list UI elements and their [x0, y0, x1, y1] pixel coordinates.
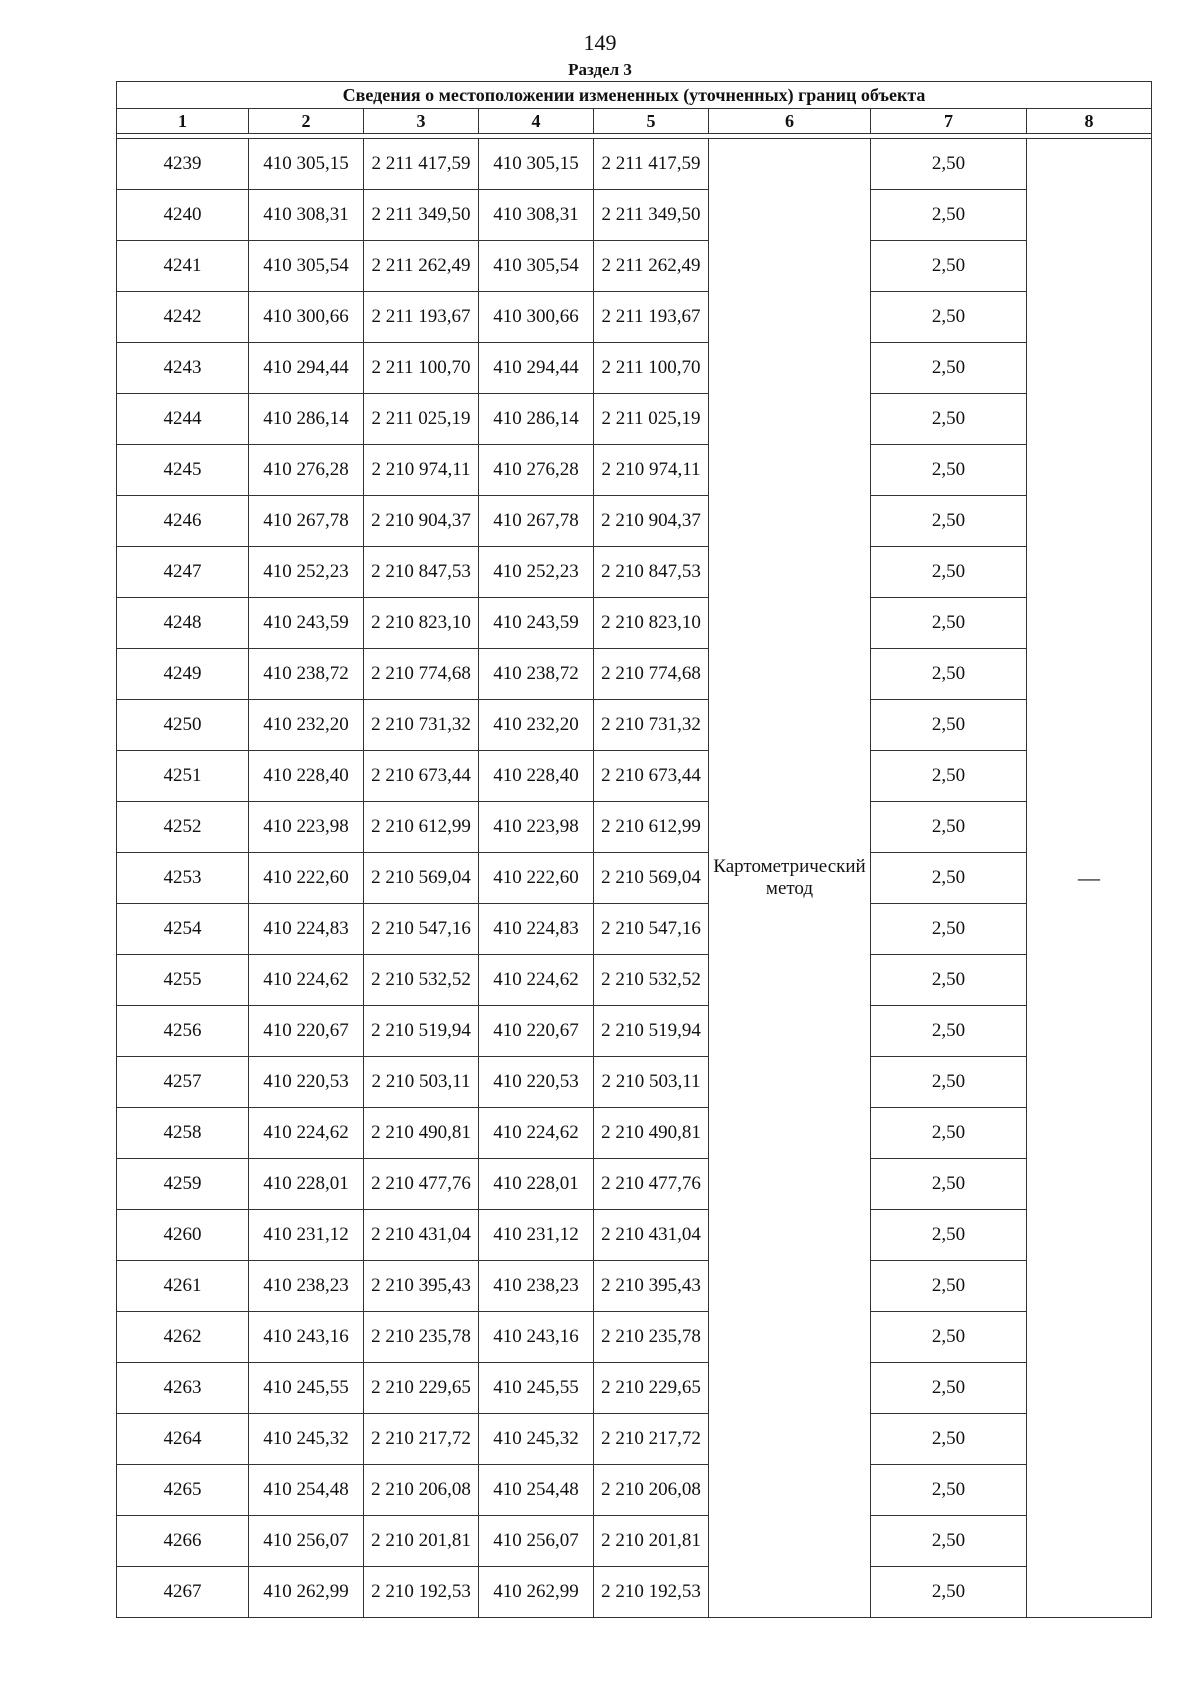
table-cell: 410 286,14	[249, 394, 364, 445]
table-cell: 4252	[117, 802, 249, 853]
table-row	[117, 598, 1152, 649]
table-cell: 4249	[117, 649, 249, 700]
table-cell: 2 210 206,08	[364, 1465, 479, 1516]
table-cell: 4263	[117, 1363, 249, 1414]
table-cell: 2 210 431,04	[364, 1210, 479, 1261]
table-cell: 410 256,07	[479, 1516, 594, 1567]
table-row	[117, 1414, 1152, 1465]
table-cell: 410 245,32	[479, 1414, 594, 1465]
column-number: 4	[479, 109, 594, 134]
table-cell: 2 211 025,19	[364, 394, 479, 445]
table-cell: 4241	[117, 241, 249, 292]
note-cell: —	[1027, 139, 1152, 1618]
table-cell: 410 305,15	[479, 139, 594, 190]
table-cell: 2 211 100,70	[364, 343, 479, 394]
table-cell: 2,50	[871, 1312, 1027, 1363]
table-cell: 2,50	[871, 598, 1027, 649]
table-cell: 4253	[117, 853, 249, 904]
table-cell: 2 210 569,04	[594, 853, 709, 904]
table-cell: 2 211 100,70	[594, 343, 709, 394]
table-cell: 2,50	[871, 649, 1027, 700]
table-cell: 2,50	[871, 394, 1027, 445]
table-cell: 4264	[117, 1414, 249, 1465]
table-cell: 2 210 229,65	[364, 1363, 479, 1414]
table-cell: 4265	[117, 1465, 249, 1516]
table-cell: 4261	[117, 1261, 249, 1312]
table-cell: 2 210 519,94	[364, 1006, 479, 1057]
table-cell: 2 210 477,76	[364, 1159, 479, 1210]
column-number: 1	[117, 109, 249, 134]
table-cell: 410 232,20	[479, 700, 594, 751]
table-cell: 4243	[117, 343, 249, 394]
table-row	[117, 190, 1152, 241]
table-cell: 4262	[117, 1312, 249, 1363]
table-row	[117, 1210, 1152, 1261]
table-row	[117, 1261, 1152, 1312]
table-cell: 410 224,62	[479, 955, 594, 1006]
table-cell: 2 211 262,49	[594, 241, 709, 292]
table-cell: 410 243,16	[249, 1312, 364, 1363]
table-cell: 2 210 731,32	[364, 700, 479, 751]
table-cell: 4248	[117, 598, 249, 649]
table-cell: 2 210 774,68	[364, 649, 479, 700]
table-cell: 2 210 217,72	[594, 1414, 709, 1465]
table-cell: 2 211 349,50	[594, 190, 709, 241]
table-cell: 2,50	[871, 343, 1027, 394]
table-cell: 4247	[117, 547, 249, 598]
table-row	[117, 1057, 1152, 1108]
table-row	[117, 445, 1152, 496]
table-cell: 410 252,23	[479, 547, 594, 598]
table-cell: 410 262,99	[249, 1567, 364, 1618]
table-cell: 2 210 731,32	[594, 700, 709, 751]
table-cell: 2 210 823,10	[364, 598, 479, 649]
table-cell: 410 294,44	[479, 343, 594, 394]
table-cell: 410 276,28	[249, 445, 364, 496]
table-cell: 2,50	[871, 139, 1027, 190]
table-cell: 2,50	[871, 1261, 1027, 1312]
table-cell: 2,50	[871, 700, 1027, 751]
table-cell: 410 286,14	[479, 394, 594, 445]
table-cell: 2,50	[871, 1108, 1027, 1159]
table-cell: 2,50	[871, 1006, 1027, 1057]
table-cell: 2 210 519,94	[594, 1006, 709, 1057]
table-cell: 2 211 193,67	[594, 292, 709, 343]
table-cell: 2 210 192,53	[594, 1567, 709, 1618]
table-cell: 2 210 974,11	[594, 445, 709, 496]
table-row	[117, 1465, 1152, 1516]
table-cell: 2 210 395,43	[364, 1261, 479, 1312]
table-cell: 2,50	[871, 802, 1027, 853]
table-cell: 410 223,98	[479, 802, 594, 853]
table-caption: Сведения о местоположении измененных (уточненных) границ объекта	[117, 82, 1152, 109]
table-row	[117, 649, 1152, 700]
table-cell: 2,50	[871, 190, 1027, 241]
table-cell: 4259	[117, 1159, 249, 1210]
table-cell: 410 238,23	[479, 1261, 594, 1312]
table-cell: 4242	[117, 292, 249, 343]
table-cell: 2 211 349,50	[364, 190, 479, 241]
table-cell: 410 276,28	[479, 445, 594, 496]
method-cell: Картометрический метод	[709, 139, 871, 1618]
table-cell: 2,50	[871, 241, 1027, 292]
table-cell: 2,50	[871, 445, 1027, 496]
table-cell: 2 210 477,76	[594, 1159, 709, 1210]
table-cell: 2 210 774,68	[594, 649, 709, 700]
table-cell: 2 210 823,10	[594, 598, 709, 649]
table-cell: 410 308,31	[479, 190, 594, 241]
column-number: 8	[1027, 109, 1152, 134]
column-number: 7	[871, 109, 1027, 134]
table-cell: 2 211 025,19	[594, 394, 709, 445]
page-number: 149	[583, 30, 617, 55]
table-row	[117, 904, 1152, 955]
table-cell: 2 210 547,16	[594, 904, 709, 955]
table-cell: 4258	[117, 1108, 249, 1159]
table-cell: 410 224,62	[479, 1108, 594, 1159]
table-cell: 2 211 417,59	[594, 139, 709, 190]
table-cell: 2 210 612,99	[364, 802, 479, 853]
table-cell: 2 210 490,81	[364, 1108, 479, 1159]
table-cell: 410 238,72	[249, 649, 364, 700]
table-cell: 410 224,83	[479, 904, 594, 955]
table-cell: 4246	[117, 496, 249, 547]
table-cell: 410 224,62	[249, 955, 364, 1006]
table-row	[117, 1006, 1152, 1057]
table-cell: 410 252,23	[249, 547, 364, 598]
table-cell: 4250	[117, 700, 249, 751]
table-cell: 2 210 532,52	[594, 955, 709, 1006]
table-cell: 410 254,48	[249, 1465, 364, 1516]
table-cell: 410 245,55	[249, 1363, 364, 1414]
table-cell: 2 210 229,65	[594, 1363, 709, 1414]
table-cell: 2 210 974,11	[364, 445, 479, 496]
table-cell: 410 223,98	[249, 802, 364, 853]
table-cell: 2 210 217,72	[364, 1414, 479, 1465]
table-cell: 2,50	[871, 1159, 1027, 1210]
table-cell: 2,50	[871, 751, 1027, 802]
table-cell: 410 222,60	[249, 853, 364, 904]
table-cell: 2 210 395,43	[594, 1261, 709, 1312]
table-row	[117, 1567, 1152, 1618]
table-row	[117, 1159, 1152, 1210]
table-cell: 4266	[117, 1516, 249, 1567]
table-cell: 410 228,01	[479, 1159, 594, 1210]
table-cell: 2,50	[871, 1363, 1027, 1414]
table-row	[117, 1363, 1152, 1414]
table-cell: 410 243,16	[479, 1312, 594, 1363]
column-number: 2	[249, 109, 364, 134]
table-cell: 410 267,78	[479, 496, 594, 547]
table-cell: 4244	[117, 394, 249, 445]
table-row	[117, 241, 1152, 292]
table-cell: 2 210 201,81	[594, 1516, 709, 1567]
table-row	[117, 547, 1152, 598]
table-cell: 410 262,99	[479, 1567, 594, 1618]
table-cell: 2 210 192,53	[364, 1567, 479, 1618]
table-cell: 410 222,60	[479, 853, 594, 904]
table-cell: 2 210 431,04	[594, 1210, 709, 1261]
table-cell: 410 294,44	[249, 343, 364, 394]
table-body	[117, 139, 1152, 1618]
table-cell: 2 210 206,08	[594, 1465, 709, 1516]
table-row	[117, 700, 1152, 751]
table-cell: 410 308,31	[249, 190, 364, 241]
table-cell: 2,50	[871, 1414, 1027, 1465]
table-cell: 410 231,12	[479, 1210, 594, 1261]
table-row	[117, 1108, 1152, 1159]
table-cell: 2 210 503,11	[364, 1057, 479, 1108]
table-cell: 2,50	[871, 1567, 1027, 1618]
table-cell: 4245	[117, 445, 249, 496]
table-row	[117, 343, 1152, 394]
table-cell: 410 220,67	[249, 1006, 364, 1057]
table-cell: 2,50	[871, 547, 1027, 598]
table-cell: 2 210 503,11	[594, 1057, 709, 1108]
table-cell: 2,50	[871, 1465, 1027, 1516]
table-row	[117, 751, 1152, 802]
table-cell: 410 300,66	[479, 292, 594, 343]
table-cell: 2,50	[871, 853, 1027, 904]
table-cell: 2 210 201,81	[364, 1516, 479, 1567]
table-cell: 2 210 490,81	[594, 1108, 709, 1159]
table-cell: 410 224,83	[249, 904, 364, 955]
table-cell: 4240	[117, 190, 249, 241]
table-cell: 2 210 569,04	[364, 853, 479, 904]
table-cell: 2,50	[871, 1210, 1027, 1261]
table-cell: 410 228,40	[249, 751, 364, 802]
boundary-coordinates-table	[116, 81, 1152, 1618]
table-cell: 410 305,54	[479, 241, 594, 292]
table-cell: 4251	[117, 751, 249, 802]
table-row	[117, 853, 1152, 904]
table-cell: 4254	[117, 904, 249, 955]
table-cell: 2,50	[871, 955, 1027, 1006]
table-cell: 410 245,32	[249, 1414, 364, 1465]
table-cell: 4267	[117, 1567, 249, 1618]
table-cell: 410 231,12	[249, 1210, 364, 1261]
table-cell: 410 256,07	[249, 1516, 364, 1567]
table-cell: 4239	[117, 139, 249, 190]
table-cell: 2 210 904,37	[594, 496, 709, 547]
table-cell: 410 220,53	[479, 1057, 594, 1108]
table-cell: 2 210 847,53	[364, 547, 479, 598]
column-number: 5	[594, 109, 709, 134]
table-cell: 2,50	[871, 496, 1027, 547]
table-row	[117, 955, 1152, 1006]
table-cell: 410 305,15	[249, 139, 364, 190]
table-cell: 4256	[117, 1006, 249, 1057]
table-cell: 410 228,01	[249, 1159, 364, 1210]
table-cell: 410 232,20	[249, 700, 364, 751]
table-row	[117, 139, 1152, 190]
table-row	[117, 1516, 1152, 1567]
table-row	[117, 394, 1152, 445]
table-cell: 410 245,55	[479, 1363, 594, 1414]
table-cell: 2 210 547,16	[364, 904, 479, 955]
table-cell: 4260	[117, 1210, 249, 1261]
table-cell: 2 210 235,78	[364, 1312, 479, 1363]
section-title: Раздел 3	[568, 60, 632, 79]
table-cell: 2 211 193,67	[364, 292, 479, 343]
table-cell: 2 211 262,49	[364, 241, 479, 292]
table-cell: 2 210 847,53	[594, 547, 709, 598]
table-row	[117, 1312, 1152, 1363]
table-cell: 2 210 673,44	[594, 751, 709, 802]
table-row	[117, 802, 1152, 853]
table-cell: 2 210 532,52	[364, 955, 479, 1006]
table-cell: 410 238,72	[479, 649, 594, 700]
column-number: 6	[709, 109, 871, 134]
table-cell: 4255	[117, 955, 249, 1006]
table-cell: 2 210 673,44	[364, 751, 479, 802]
table-cell: 410 220,67	[479, 1006, 594, 1057]
table-cell: 410 243,59	[249, 598, 364, 649]
table-cell: 4257	[117, 1057, 249, 1108]
table-cell: 410 300,66	[249, 292, 364, 343]
table-cell: 410 224,62	[249, 1108, 364, 1159]
column-number: 3	[364, 109, 479, 134]
table-cell: 2,50	[871, 1516, 1027, 1567]
table-row	[117, 292, 1152, 343]
table-cell: 410 254,48	[479, 1465, 594, 1516]
table-cell: 2 211 417,59	[364, 139, 479, 190]
table-cell: 2,50	[871, 904, 1027, 955]
table-cell: 2 210 235,78	[594, 1312, 709, 1363]
table-cell: 2,50	[871, 1057, 1027, 1108]
table-cell: 410 238,23	[249, 1261, 364, 1312]
column-number-row	[117, 109, 1152, 134]
table-cell: 410 243,59	[479, 598, 594, 649]
table-cell: 410 305,54	[249, 241, 364, 292]
table-cell: 410 228,40	[479, 751, 594, 802]
table-cell: 2 210 904,37	[364, 496, 479, 547]
table-cell: 2,50	[871, 292, 1027, 343]
table-cell: 2 210 612,99	[594, 802, 709, 853]
table-cell: 410 220,53	[249, 1057, 364, 1108]
table-row	[117, 496, 1152, 547]
table-cell: 410 267,78	[249, 496, 364, 547]
